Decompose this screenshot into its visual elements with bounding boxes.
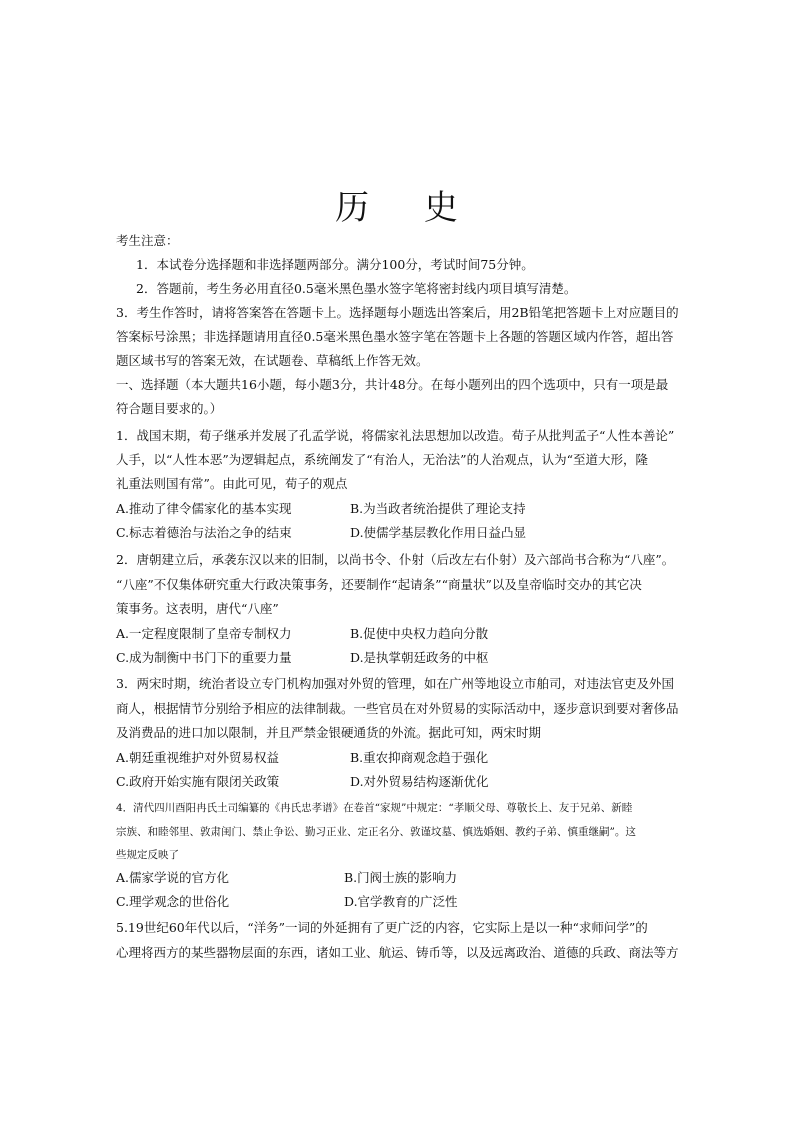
question-1-option-d: D.使儒学基层教化作用日益凸显 [350, 525, 527, 540]
question-2-text: 策事务。这表明，唐代“八座” [116, 601, 279, 616]
notice-item: 3．考生作答时，请将答案答在答题卡上。选择题每小题选出答案后，用2B铅笔把答题卡上对应题目的 [116, 305, 679, 320]
question-3-option-a: A.朝廷重视维护对外贸易权益 [116, 750, 280, 765]
question-3-option-d: D.对外贸易结构逐渐优化 [350, 774, 489, 789]
page-title: 历 史 [335, 188, 480, 228]
question-2-text: 2．唐朝建立后，承袭东汉以来的旧制，以尚书令、仆射（后改左右仆射）及六部尚书合称为“八座”。 [116, 552, 675, 567]
question-2-option-a: A.一定程度限制了皇帝专制权力 [116, 626, 292, 641]
question-4-option-c: C.理学观念的世俗化 [116, 894, 230, 909]
question-3-option-c: C.政府开始实施有限闭关政策 [116, 774, 280, 789]
question-1-option-b: B.为当政者统治提供了理论支持 [350, 501, 526, 516]
question-2-option-b: B.促使中央权力趋向分散 [350, 626, 489, 641]
question-1-text: 1．战国末期，荀子继承并发展了孔孟学说，将儒家礼法思想加以改造。荀子从批判孟子“人性本善论” [116, 428, 675, 443]
question-3-text: 商人，根据情节分别给予相应的法律制裁。一些官员在对外贸易的实际活动中，逐步意识到要对奢侈品 [116, 701, 679, 716]
question-4-text: 4．清代四川酉阳冉氏土司编纂的《冉氏忠孝谱》在卷首“家规”中规定：“孝顺父母、尊敬长上、友于兄弟、新睦 [116, 802, 633, 814]
question-2-option-c: C.成为制衡中书门下的重要力量 [116, 650, 292, 665]
question-5-text: 心理将西方的某些器物层面的东西，诸如工业、航运、铸币等，以及远离政治、道德的兵政、商法等方 [116, 945, 679, 960]
question-4-text: 些规定反映了 [116, 849, 179, 861]
notice-item: 答案标号涂黑；非选择题请用直径0.5毫米黑色墨水签字笔在答题卡上各题的答题区域内作答，超出答 [116, 329, 674, 344]
question-5-text: 5.19世纪60年代以后，“洋务”一词的外延拥有了更广泛的内容，它实际上是以一种“求师问学”的 [116, 920, 648, 935]
question-1-option-c: C.标志着德治与法治之争的结束 [116, 525, 292, 540]
question-3-option-b: B.重农抑商观念趋于强化 [350, 750, 489, 765]
section-heading: 一、选择题（本大题共16小题，每小题3分，共计48分。在每小题列出的四个选项中，只有一项是最 [116, 377, 669, 392]
question-2-option-d: D.是执掌朝廷政务的中枢 [350, 650, 489, 665]
question-1-text: 礼重法则国有常”。由此可见，荀子的观点 [116, 476, 348, 491]
notice-item: 2．答题前，考生务必用直径0.5毫米黑色墨水签字笔将密封线内项目填写清楚。 [136, 281, 577, 296]
notice-item: 题区域书写的答案无效，在试题卷、草稿纸上作答无效。 [116, 353, 429, 368]
question-1-text: 人手，以“人性本恶”为逻辑起点，系统阐发了“有治人，无治法”的人治观点，认为“至道大形，隆 [116, 452, 648, 467]
notice-heading: 考生注意： [116, 233, 179, 248]
question-3-text: 及消费品的进口加以限制，并且严禁金银硬通货的外流。据此可知，两宋时期 [116, 725, 542, 740]
section-heading: 符合题目要求的。） [116, 401, 223, 416]
question-4-text: 宗族、和睦邻里、敦肃闺门、禁止争讼、勤习正业、定正名分、敦谨坟墓、慎选婚姻、教约子弟、慎重继嗣”。这 [116, 826, 636, 838]
question-2-text: “八座”不仅集体研究重大行政决策事务，还要制作“起请条”“商量状”以及皇帝临时交办的其它决 [116, 577, 642, 592]
question-3-text: 3．两宋时期，统治者设立专门机构加强对外贸的管理，如在广州等地设立市舶司，对违法官吏及外国 [116, 676, 674, 691]
question-4-option-a: A.儒家学说的官方化 [116, 870, 230, 885]
notice-item: 1．本试卷分选择题和非选择题两部分。满分100分，考试时间75分钟。 [136, 257, 534, 272]
question-4-option-b: B.门阀士族的影响力 [344, 870, 458, 885]
question-4-option-d: D.官学教育的广泛性 [344, 894, 458, 909]
question-1-option-a: A.推动了律令儒家化的基本实现 [116, 501, 292, 516]
